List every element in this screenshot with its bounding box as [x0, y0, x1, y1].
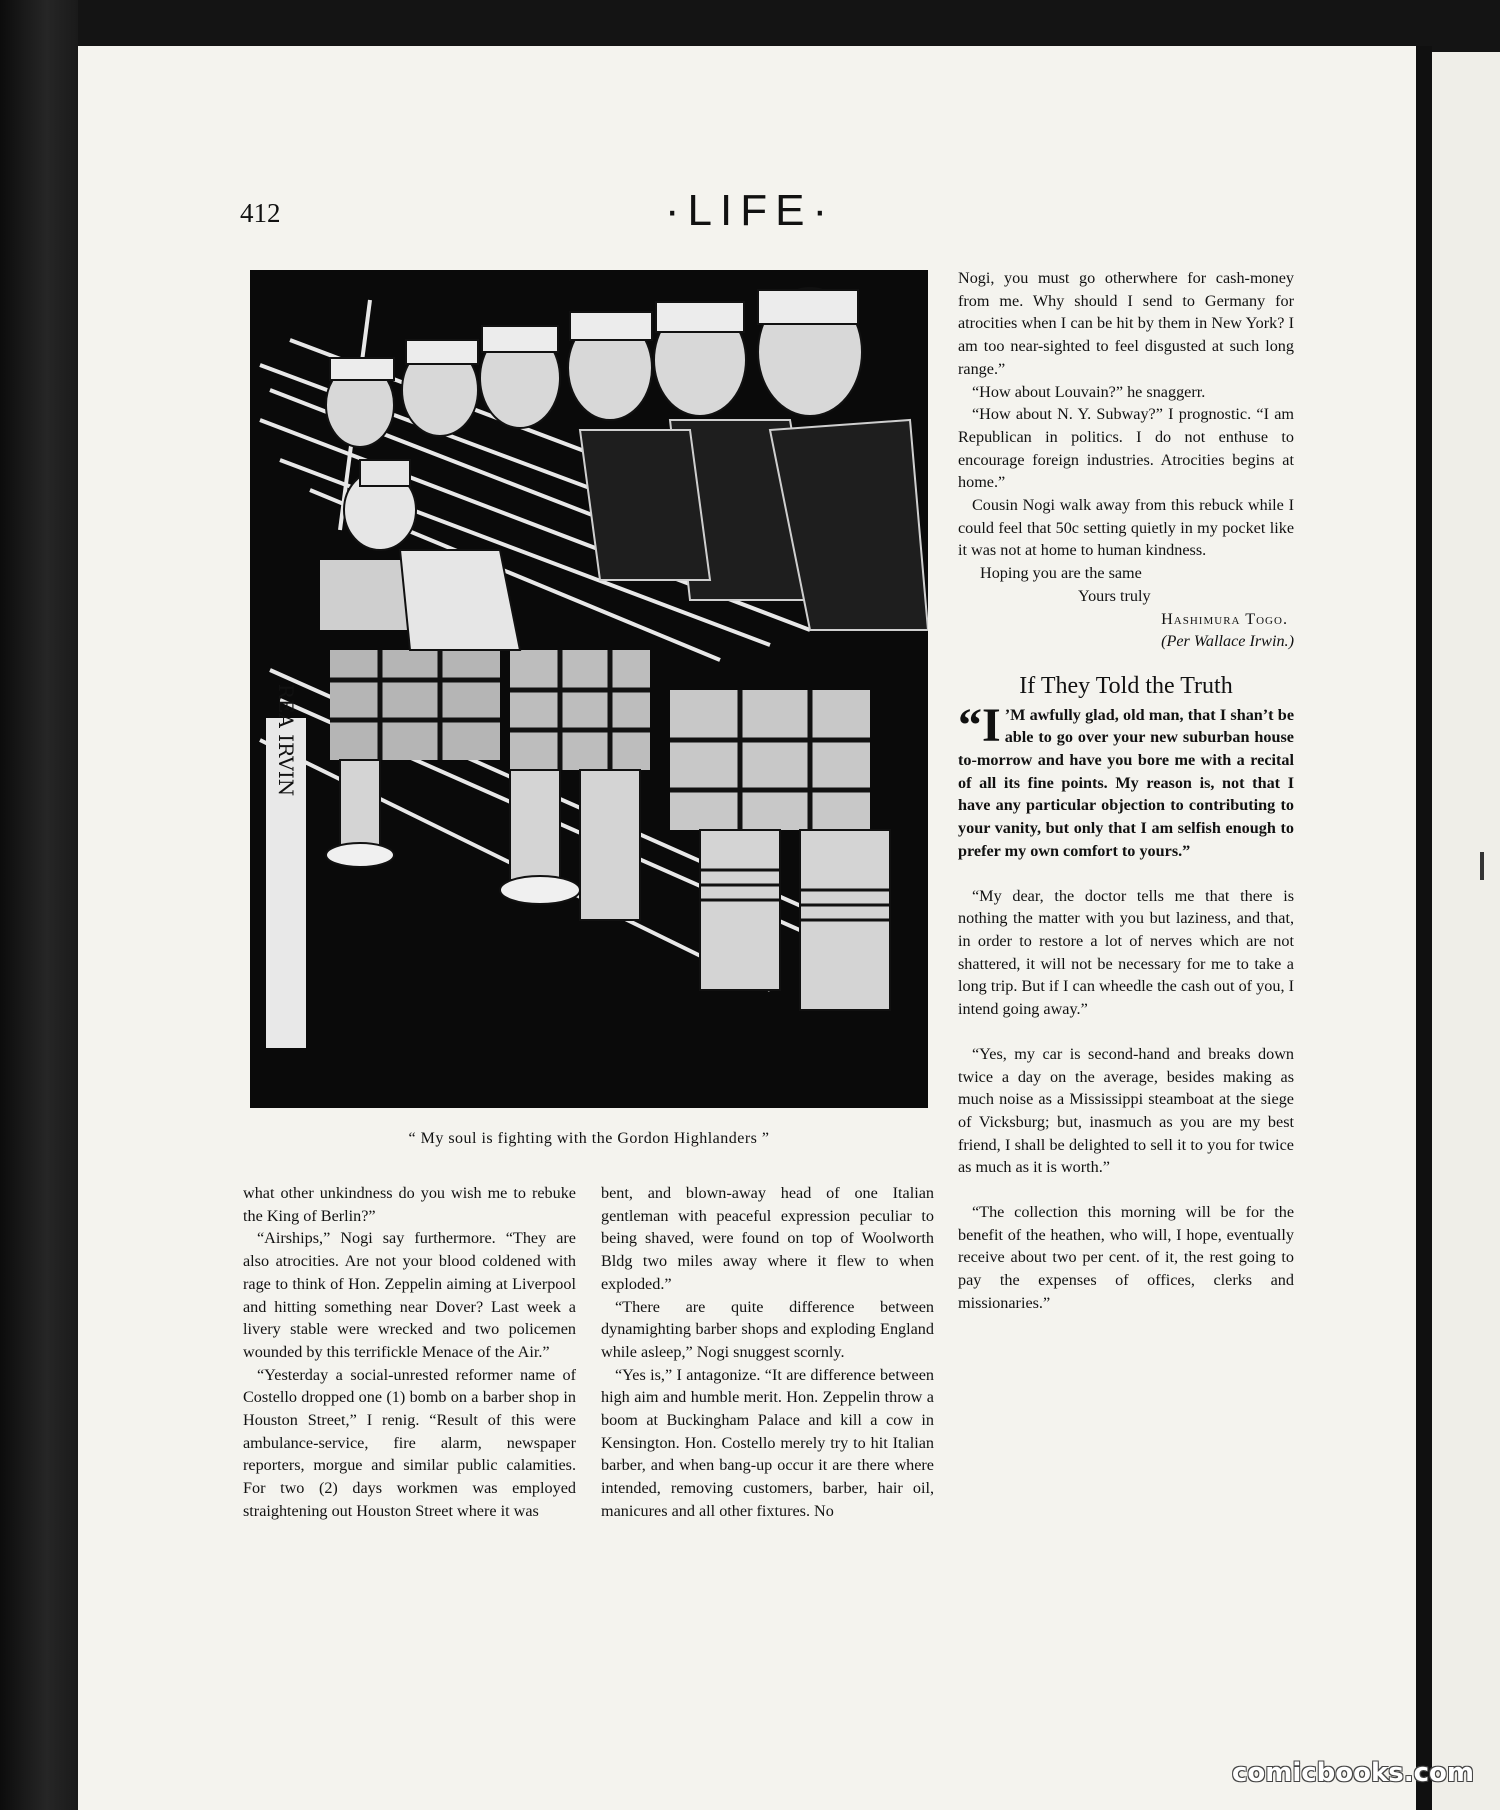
paragraph — [958, 698, 1294, 863]
paragraph: what other unkindness do you wish me to rebuke the King of Berlin?” — [243, 1184, 576, 1225]
text-column-left — [243, 1182, 576, 1523]
paragraph: Cousin Nogi walk away from this rebuck while I could feel that 50c setting quietly in my pocket like it was not at home to human kindness. — [958, 496, 1294, 560]
signoff-line: Hoping you are the same — [980, 564, 1142, 583]
paragraph-text: ’M awfully glad, old man, that I shan’t be able to go over your new suburban house to-morrow and have you bore me with a recital of all its fine points. My reason is, not that I have any particular objection to contributing to your vanity, but only that I am selfish enough to prefer my own comfort to yours.” — [958, 705, 1294, 860]
cartoon-drawing — [250, 270, 928, 1108]
paragraph: “Airships,” Nogi say furthermore. “They are also atrocities. Are not your blood coldened with rage to think of Hon. Zeppelin aiming at Liverpool and hitting something near Dover? Last week a livery stable were wrecked and two policemen wounded by this terrifickle Menace of the Air.” — [243, 1229, 576, 1361]
paragraph: “Yesterday a social-unrested reformer name of Costello dropped one (1) bomb on a barber shop in Houston Street,” I renig. “Result of this were ambulance-service, fire alarm, newspaper reporters, morgue and similar public calamities. For two (2) days workmen was employed straightening out Houston Street where it was — [243, 1365, 576, 1520]
signoff-line: Yours truly — [1078, 586, 1151, 605]
text-column-right — [958, 267, 1294, 1315]
article-title: If They Told the Truth — [1019, 672, 1233, 699]
paragraph: “Yes is,” I antagonize. “It are difference between high aim and humble merit. Hon. Zeppelin throw a boom at Buckingham Palace and kill a cow in Kensington. Hon. Costello merely try to hit Italian barber, and when bang-up occur it are there where intended, removing customers, barber, hair oil, manicures and all other fixtures. No — [601, 1365, 934, 1520]
paragraph: “There are quite difference between dynamighting barber shops and exploding England while asleep,” Nogi snuggest scornly. — [601, 1297, 934, 1361]
paragraph: bent, and blown-away head of one Italian gentleman with peaceful expression peculiar to being shaved, were found on top of Woolworth Bldg two miles away where it flew to when exploded.” — [601, 1184, 934, 1293]
text-column-middle — [601, 1182, 934, 1523]
adjacent-page-mark — [1480, 852, 1484, 880]
drop-cap: “I — [958, 698, 1001, 752]
cartoon-illustration — [250, 270, 928, 1108]
artist-signature: REA IRVIN — [274, 683, 298, 797]
page-number: 412 — [240, 198, 281, 228]
paragraph: “The collection this morning will be for the benefit of the heathen, who will, I hope, eventually receive about two per cent. of it, the rest going to pay the expenses of offices, clerks and missionaries.” — [958, 1203, 1294, 1312]
author-signature: Hashimura Togo. — [1161, 609, 1288, 628]
site-watermark: comicbooks.com — [1231, 1758, 1474, 1788]
paragraph: “How about N. Y. Subway?” I prognostic. “I am Republican in politics. I do not enthuse to encourage foreign industries. Atrocities begins at home.” — [958, 405, 1294, 492]
paragraph: “How about Louvain?” he snaggerr. — [972, 382, 1206, 401]
cartoon-caption: “ My soul is fighting with the Gordon Highlanders ” — [408, 1130, 770, 1147]
paragraph: Nogi, you must go otherwhere for cash-money from me. Why should I send to Germany for atrocities when I can be hit by them in New York? I am too near-sighted to feel disgusted at such long range.” — [958, 269, 1294, 378]
paragraph: “Yes, my car is second-hand and breaks down twice a day on the average, besides making as much noise as a Mississippi steamboat at the siege of Vicksburg; but, inasmuch as you are my best friend, I shall be delighted to sell it to you for twice as much as it is worth.” — [958, 1044, 1294, 1177]
page-gutter — [1416, 46, 1432, 1810]
masthead-title: ·LIFE· — [664, 186, 836, 235]
adjacent-page-edge — [1432, 52, 1500, 1810]
paragraph: “My dear, the doctor tells me that there is nothing the matter with you but laziness, and that, in order to restore a lot of nerves which are not shattered, it will not be necessary for me to take a long trip. But if I can wheedle the cash out of you, I intend going away.” — [958, 886, 1294, 1019]
scan-border — [0, 0, 78, 1810]
author-credit: (Per Wallace Irwin.) — [1161, 632, 1294, 651]
